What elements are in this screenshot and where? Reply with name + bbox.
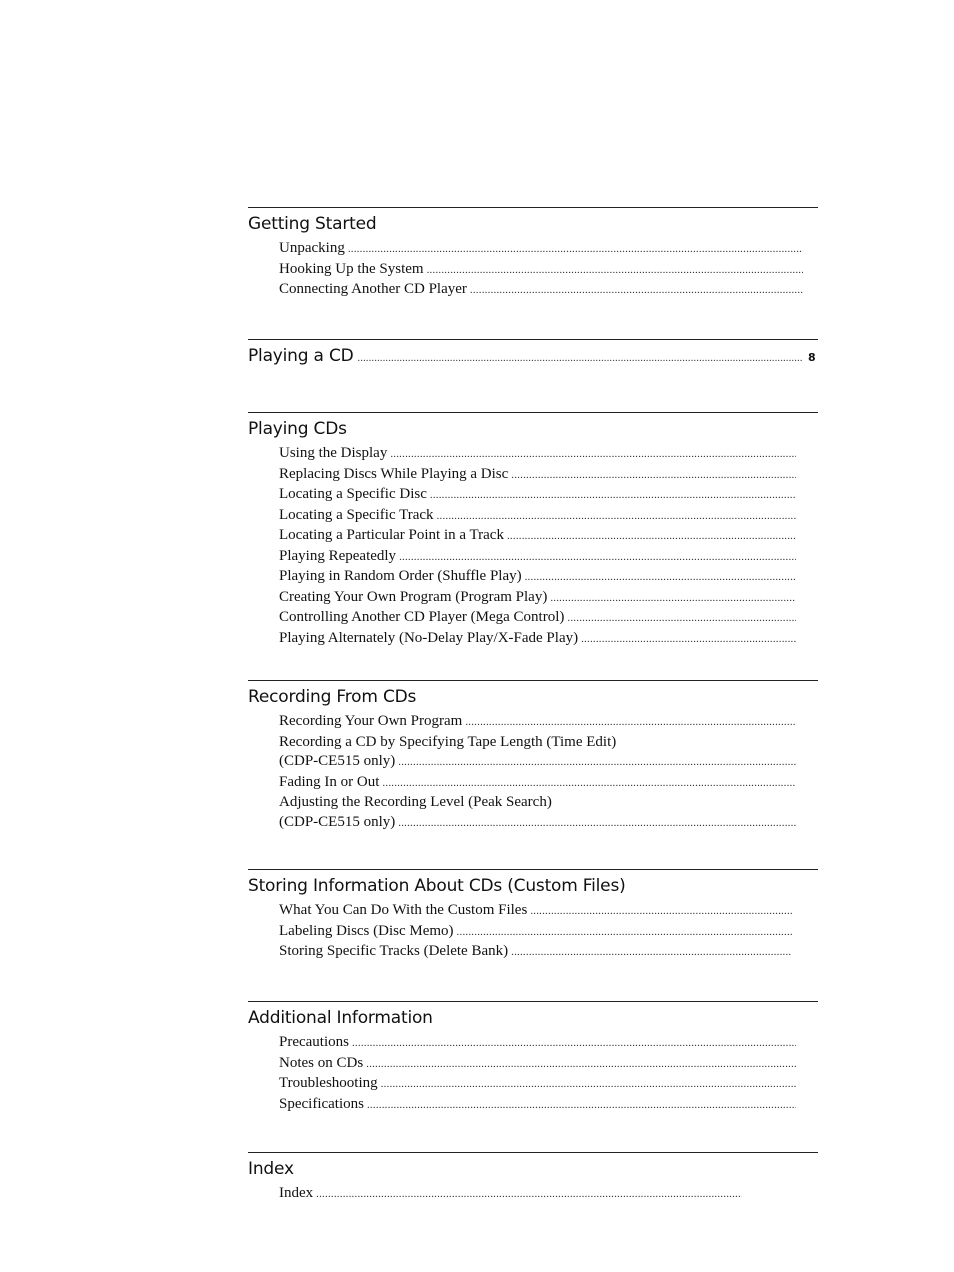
toc-entry[interactable]: Adjusting the Recording Level (Peak Search) [279, 794, 552, 810]
dot-leader [525, 568, 796, 588]
toc-entry[interactable]: Using the Display ..... [279, 444, 796, 465]
dot-leader [507, 527, 796, 547]
dot-leader [567, 609, 796, 629]
toc-entry[interactable]: Specifications ..... [279, 1095, 796, 1116]
toc-section-additional-information [248, 1001, 818, 1115]
toc-entry[interactable]: Precautions ..... [279, 1033, 796, 1054]
section-rule [248, 339, 818, 340]
toc-entry[interactable]: Connecting Another CD Player ..... [279, 280, 803, 301]
section-rule [248, 680, 818, 681]
dot-leader [382, 774, 796, 794]
toc-entry[interactable]: Locating a Specific Track ..... [279, 506, 796, 527]
toc-entry[interactable]: Locating a Specific Disc ..... [279, 485, 796, 506]
section-rule [248, 1001, 818, 1002]
toc-entry[interactable]: Labeling Discs (Disc Memo) ..... [279, 922, 792, 943]
toc-section-playing-cds [248, 412, 818, 649]
entry-list [279, 1184, 742, 1205]
dot-leader [398, 753, 796, 773]
dot-leader [352, 1034, 796, 1054]
dot-leader [348, 240, 803, 260]
dot-leader [437, 507, 796, 527]
toc-entry[interactable]: (CDP-CE515 only) ..... [279, 813, 796, 834]
toc-entry[interactable]: What You Can Do With the Custom Files ..... [279, 901, 792, 922]
entry-list [279, 1033, 796, 1115]
entry-list [279, 712, 796, 833]
section-rule [248, 207, 818, 208]
dot-leader [430, 486, 796, 506]
toc-entry[interactable]: Troubleshooting ..... [279, 1074, 796, 1095]
entry-list [279, 239, 803, 301]
dot-leader [399, 548, 796, 568]
toc-entry[interactable]: Index ..... [279, 1184, 742, 1205]
section-heading[interactable]: Additional Information [248, 1008, 433, 1028]
toc-entry[interactable]: Recording a CD by Specifying Tape Length (Time Edit) [279, 733, 617, 750]
toc-entry[interactable]: Hooking Up the System ..... [279, 260, 803, 281]
dot-leader [398, 814, 796, 834]
section-heading[interactable]: Index [248, 1159, 294, 1179]
toc-entry[interactable]: Unpacking ..... [279, 239, 803, 260]
toc-section-getting-started [248, 207, 818, 301]
page-number: 8 [808, 351, 816, 364]
section-rule [248, 412, 818, 413]
entry-list [279, 444, 796, 649]
toc-entry[interactable]: Controlling Another CD Player (Mega Control) ..... [279, 608, 796, 629]
toc-entry[interactable]: Storing Specific Tracks (Delete Bank) ..... [279, 942, 792, 963]
toc-entry[interactable]: Playing Alternately (No-Delay Play/X-Fade Play) ..... [279, 629, 796, 650]
toc-entry[interactable]: Replacing Discs While Playing a Disc ..... [279, 465, 796, 486]
dot-leader [511, 466, 796, 486]
dot-leader [511, 943, 792, 963]
dot-leader [530, 902, 792, 922]
toc-entry[interactable]: Playing Repeatedly ..... [279, 547, 796, 568]
section-heading[interactable]: Playing a CD ..... 8 [248, 345, 818, 370]
toc-entry[interactable]: Creating Your Own Program (Program Play) ..... [279, 588, 796, 609]
dot-leader [381, 1075, 796, 1095]
section-heading[interactable]: Getting Started [248, 214, 377, 234]
toc-section-playing-a-cd [248, 339, 818, 370]
toc-section-index [248, 1152, 818, 1205]
section-heading[interactable]: Recording From CDs [248, 687, 417, 707]
section-heading[interactable]: Playing CDs [248, 419, 347, 439]
section-heading[interactable]: Storing Information About CDs (Custom Files) [248, 876, 626, 896]
toc-entry[interactable]: Fading In or Out ..... [279, 773, 796, 794]
toc-entry[interactable]: (CDP-CE515 only) ..... [279, 752, 796, 773]
dot-leader [465, 713, 796, 733]
toc-entry[interactable]: Recording Your Own Program ..... [279, 712, 796, 733]
toc-entry[interactable]: Notes on CDs ..... [279, 1054, 796, 1075]
dot-leader [581, 630, 796, 650]
dot-leader [457, 923, 792, 943]
section-rule [248, 1152, 818, 1153]
dot-leader [316, 1185, 742, 1205]
dot-leader [358, 348, 802, 370]
dot-leader [367, 1096, 796, 1116]
entry-list [279, 901, 792, 963]
dot-leader [550, 589, 796, 609]
toc-entry[interactable]: Locating a Particular Point in a Track ..... [279, 526, 796, 547]
toc-entry[interactable]: Playing in Random Order (Shuffle Play) ..... [279, 567, 796, 588]
dot-leader [390, 445, 796, 465]
dot-leader [366, 1055, 796, 1075]
section-rule [248, 869, 818, 870]
dot-leader [470, 281, 803, 301]
toc-section-recording-from-cds [248, 680, 818, 833]
toc-section-custom-files [248, 869, 818, 963]
dot-leader [427, 261, 803, 281]
